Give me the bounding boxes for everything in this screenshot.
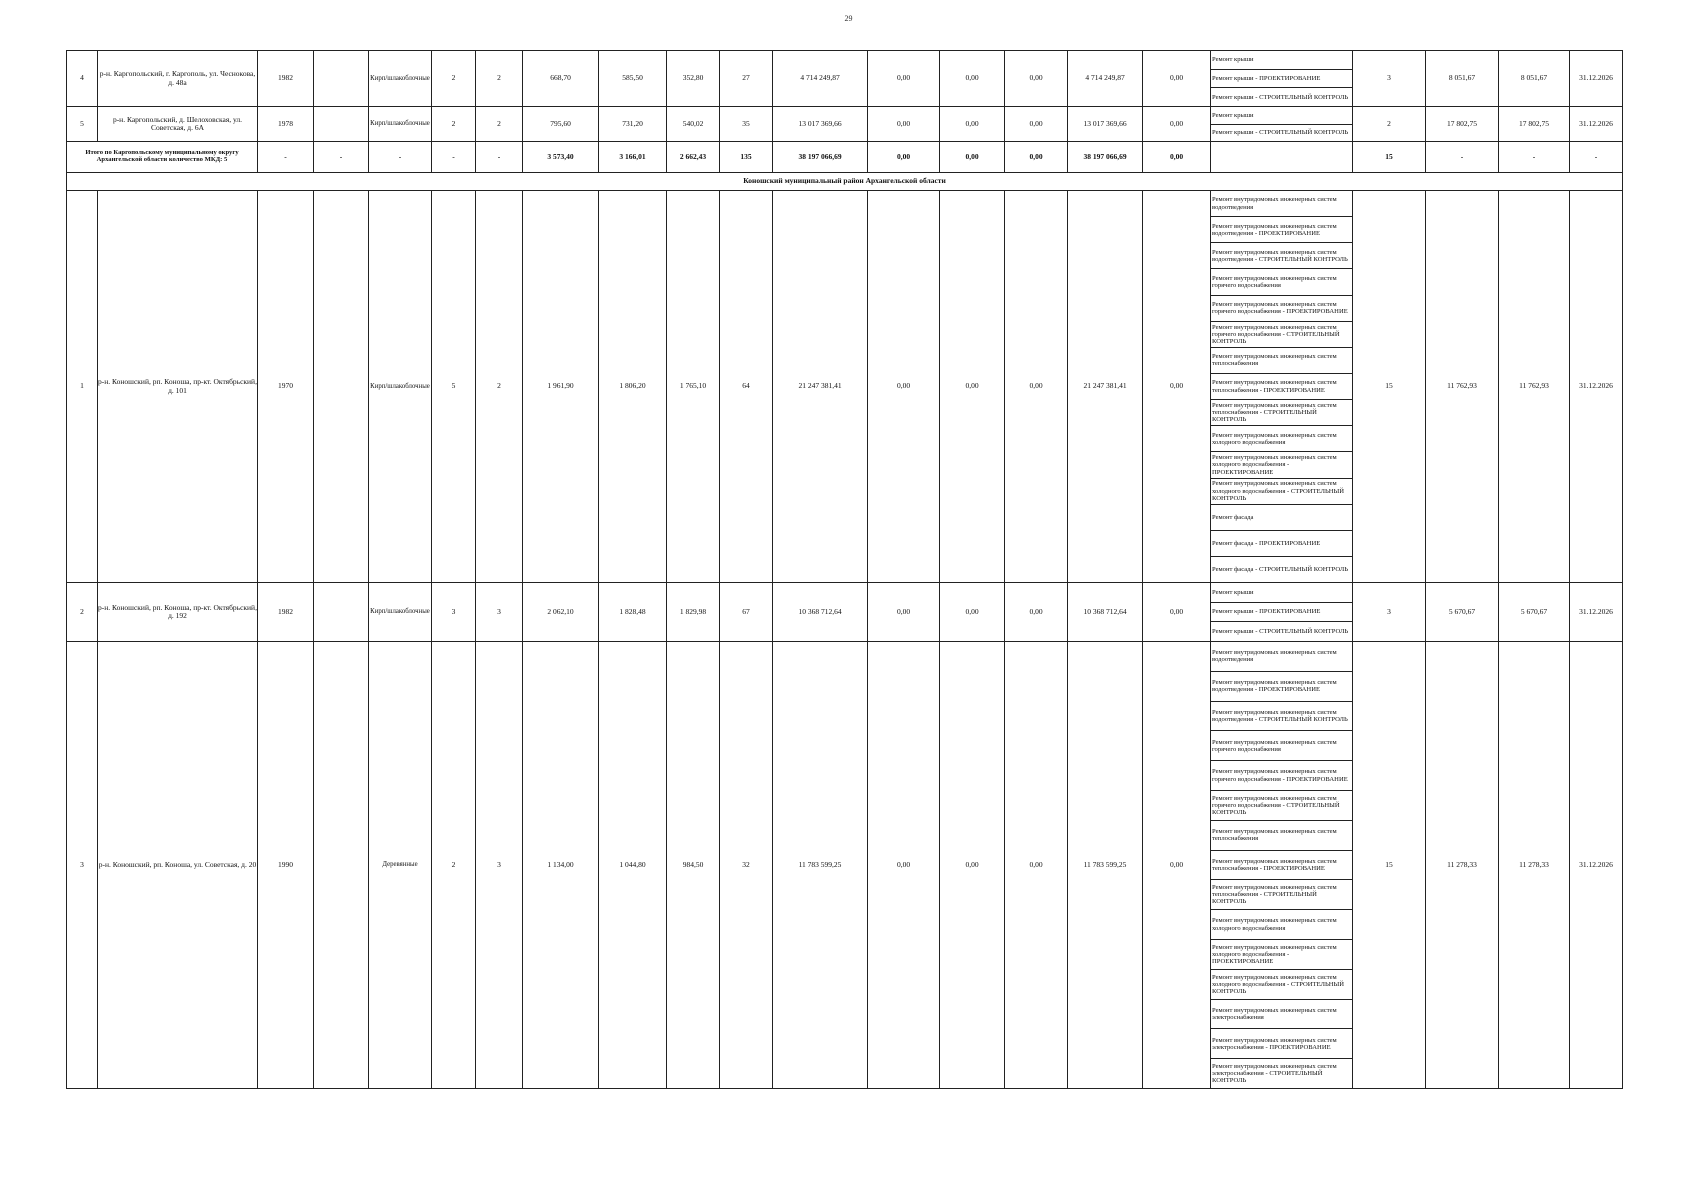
deadline-cell: 31.12.2026 bbox=[1570, 51, 1623, 107]
total-cell: - bbox=[369, 142, 432, 173]
fund-cell: 0,00 bbox=[940, 642, 1005, 1089]
work-item: Ремонт крыши - ПРОЕКТИРОВАНИЕ bbox=[1211, 70, 1352, 89]
work-item: Ремонт внутридомовых инженерных систем холодного водоснабжения bbox=[1211, 910, 1352, 940]
work-item: Ремонт внутридомовых инженерных систем электроснабжения - СТРОИТЕЛЬНЫЙ КОНТРОЛЬ bbox=[1212, 1062, 1337, 1085]
year-cell: 1982 bbox=[258, 51, 314, 107]
floors-cell: 2 bbox=[432, 51, 476, 107]
works-count-cell: 15 bbox=[1353, 642, 1426, 1089]
table-row bbox=[67, 642, 1623, 1089]
total-fund: 38 197 066,69 bbox=[1068, 142, 1143, 173]
work-item: Ремонт внутридомовых инженерных систем теплоснабжения - ПРОЕКТИРОВАНИЕ bbox=[1211, 851, 1352, 881]
area-living-cell: 352,80 bbox=[667, 51, 720, 107]
fund-cell: 0,00 bbox=[1005, 642, 1068, 1089]
work-item: Ремонт внутридомовых инженерных систем электроснабжения - ПРОЕКТИРОВАНИЕ bbox=[1211, 1029, 1352, 1059]
area-total-cell: 1 961,90 bbox=[523, 191, 599, 583]
work-item: Ремонт фасада - ПРОЕКТИРОВАНИЕ bbox=[1211, 531, 1352, 557]
total-cell: - bbox=[314, 142, 369, 173]
table-row bbox=[67, 107, 1623, 142]
work-item: Ремонт внутридомовых инженерных систем горячего водоснабжения - ПРОЕКТИРОВАНИЕ bbox=[1211, 296, 1352, 322]
unit-cost-cell: 11 762,93 bbox=[1426, 191, 1499, 583]
region-header: Коношский муниципальный район Архангельской области bbox=[67, 173, 1623, 191]
floors-cell: 3 bbox=[432, 583, 476, 642]
total-fund: 0,00 bbox=[868, 142, 940, 173]
residents-cell: 64 bbox=[720, 191, 773, 583]
total-area: 3 573,40 bbox=[523, 142, 599, 173]
fund-cell: 0,00 bbox=[1005, 583, 1068, 642]
area-total-cell: 2 062,10 bbox=[523, 583, 599, 642]
work-item: Ремонт внутридомовых инженерных систем горячего водоснабжения - СТРОИТЕЛЬНЫЙ КОНТРОЛЬ bbox=[1211, 791, 1352, 821]
area-living-cell: 1 765,10 bbox=[667, 191, 720, 583]
work-item: Ремонт крыши bbox=[1211, 51, 1352, 70]
fund-cell: 0,00 bbox=[868, 642, 940, 1089]
unit-limit-cell: 17 802,75 bbox=[1499, 107, 1570, 142]
page-number: 29 bbox=[844, 14, 853, 23]
area-premises-cell: 1 828,48 bbox=[599, 583, 667, 642]
unit-cost-cell: 17 802,75 bbox=[1426, 107, 1499, 142]
total-fund: 0,00 bbox=[940, 142, 1005, 173]
deadline-cell: 31.12.2026 bbox=[1570, 191, 1623, 583]
works-count-cell: 3 bbox=[1353, 583, 1426, 642]
empty-cell bbox=[314, 51, 369, 107]
work-item: Ремонт крыши - СТРОИТЕЛЬНЫЙ КОНТРОЛЬ bbox=[1212, 129, 1349, 137]
wall-material-cell: Кирп/шлакоблочные bbox=[369, 107, 432, 142]
work-item: Ремонт внутридомовых инженерных систем горячего водоснабжения - ПРОЕКТИРОВАНИЕ bbox=[1211, 761, 1352, 791]
area-total-cell: 795,60 bbox=[523, 107, 599, 142]
fund-cell: 11 783 599,25 bbox=[1068, 642, 1143, 1089]
fund-cell: 0,00 bbox=[1143, 191, 1211, 583]
fund-cell: 0,00 bbox=[940, 191, 1005, 583]
total-cost: 38 197 066,69 bbox=[773, 142, 868, 173]
total-residents: 135 bbox=[720, 142, 773, 173]
table-row bbox=[67, 583, 1623, 642]
total-label: Итого по Каргопольскому муниципальному округу Архангельской области количество МКД: 5 bbox=[67, 142, 258, 173]
fund-cell: 13 017 369,66 bbox=[1068, 107, 1143, 142]
address-cell: р-н. Каргопольский, д. Шелоховская, ул. Советская, д. 6А bbox=[98, 107, 258, 142]
fund-cell: 0,00 bbox=[1143, 51, 1211, 107]
area-premises-cell: 1 806,20 bbox=[599, 191, 667, 583]
unit-cost-cell: 5 670,67 bbox=[1426, 583, 1499, 642]
works-count-cell: 3 bbox=[1353, 51, 1426, 107]
work-item: Ремонт внутридомовых инженерных систем водоотведения bbox=[1211, 191, 1352, 217]
fund-cell: 21 247 381,41 bbox=[1068, 191, 1143, 583]
total-area-premises: 3 166,01 bbox=[599, 142, 667, 173]
empty-cell bbox=[314, 642, 369, 1089]
works-cell bbox=[1211, 107, 1353, 142]
fund-cell: 10 368 712,64 bbox=[1068, 583, 1143, 642]
table-row bbox=[67, 191, 1623, 583]
work-item: Ремонт фасада - СТРОИТЕЛЬНЫЙ КОНТРОЛЬ bbox=[1212, 565, 1349, 573]
year-cell: 1970 bbox=[258, 191, 314, 583]
deadline-cell: 31.12.2026 bbox=[1570, 583, 1623, 642]
fund-cell: 0,00 bbox=[1005, 107, 1068, 142]
fund-cell: 0,00 bbox=[868, 191, 940, 583]
fund-cell: 0,00 bbox=[940, 583, 1005, 642]
cost-total-cell: 11 783 599,25 bbox=[773, 642, 868, 1089]
row-number: 3 bbox=[67, 642, 98, 1089]
floors-cell: 5 bbox=[432, 191, 476, 583]
address-cell: р-н. Коношский, рп. Коноша, ул. Советская, д. 20 bbox=[98, 642, 258, 1089]
work-item: Ремонт внутридомовых инженерных систем холодного водоснабжения bbox=[1211, 426, 1352, 452]
area-living-cell: 1 829,98 bbox=[667, 583, 720, 642]
cost-total-cell: 13 017 369,66 bbox=[773, 107, 868, 142]
works-list bbox=[1211, 107, 1352, 141]
cost-total-cell: 4 714 249,87 bbox=[773, 51, 868, 107]
empty-cell bbox=[314, 191, 369, 583]
total-cell: - bbox=[1499, 142, 1570, 173]
work-item: Ремонт внутридомовых инженерных систем водоотведения - ПРОЕКТИРОВАНИЕ bbox=[1211, 672, 1352, 702]
address-cell: р-н. Коношский, рп. Коноша, пр-кт. Октябрьский, д. 192 bbox=[98, 583, 258, 642]
fund-cell: 0,00 bbox=[868, 107, 940, 142]
wall-material-cell: Кирп/шлакоблочные bbox=[369, 583, 432, 642]
table-row bbox=[67, 51, 1623, 107]
total-works-count: 15 bbox=[1353, 142, 1426, 173]
wall-material-cell: Деревянные bbox=[369, 642, 432, 1089]
row-number: 4 bbox=[67, 51, 98, 107]
region-header-row bbox=[67, 173, 1623, 191]
works-cell bbox=[1211, 51, 1353, 107]
total-cell: - bbox=[1570, 142, 1623, 173]
total-cell: - bbox=[258, 142, 314, 173]
capital-repair-register-table bbox=[66, 50, 1623, 1089]
fund-cell: 0,00 bbox=[1143, 642, 1211, 1089]
area-living-cell: 984,50 bbox=[667, 642, 720, 1089]
unit-limit-cell: 11 278,33 bbox=[1499, 642, 1570, 1089]
work-item: Ремонт внутридомовых инженерных систем теплоснабжения bbox=[1211, 821, 1352, 851]
work-item: Ремонт крыши - СТРОИТЕЛЬНЫЙ КОНТРОЛЬ bbox=[1212, 628, 1349, 636]
empty-cell bbox=[314, 583, 369, 642]
work-item: Ремонт внутридомовых инженерных систем холодного водоснабжения - СТРОИТЕЛЬНЫЙ КОНТРОЛЬ bbox=[1211, 970, 1352, 1000]
work-item: Ремонт внутридомовых инженерных систем теплоснабжения - ПРОЕКТИРОВАНИЕ bbox=[1211, 374, 1352, 400]
work-item: Ремонт внутридомовых инженерных систем холодного водоснабжения - СТРОИТЕЛЬНЫЙ КОНТРОЛЬ bbox=[1211, 479, 1352, 505]
works-cell bbox=[1211, 583, 1353, 642]
work-item: Ремонт крыши bbox=[1211, 107, 1352, 125]
works-list bbox=[1211, 51, 1352, 106]
work-item: Ремонт внутридомовых инженерных систем горячего водоснабжения bbox=[1211, 269, 1352, 295]
entrances-cell: 2 bbox=[476, 51, 523, 107]
work-item: Ремонт крыши - ПРОЕКТИРОВАНИЕ bbox=[1211, 603, 1352, 623]
area-premises-cell: 1 044,80 bbox=[599, 642, 667, 1089]
work-item: Ремонт внутридомовых инженерных систем водоотведения bbox=[1211, 642, 1352, 672]
wall-material-cell: Кирп/шлакоблочные bbox=[369, 191, 432, 583]
lower-rows-body bbox=[67, 191, 1623, 1089]
total-fund: 0,00 bbox=[1143, 142, 1211, 173]
work-item: Ремонт внутридомовых инженерных систем водоотведения - СТРОИТЕЛЬНЫЙ КОНТРОЛЬ bbox=[1211, 243, 1352, 269]
unit-limit-cell: 8 051,67 bbox=[1499, 51, 1570, 107]
empty-cell bbox=[314, 107, 369, 142]
wall-material-cell: Кирп/шлакоблочные bbox=[369, 51, 432, 107]
work-item: Ремонт фасада bbox=[1211, 505, 1352, 531]
unit-limit-cell: 11 762,93 bbox=[1499, 191, 1570, 583]
area-living-cell: 540,02 bbox=[667, 107, 720, 142]
work-item: Ремонт внутридомовых инженерных систем теплоснабжения bbox=[1211, 348, 1352, 374]
fund-cell: 0,00 bbox=[1005, 191, 1068, 583]
fund-cell: 0,00 bbox=[1005, 51, 1068, 107]
unit-cost-cell: 11 278,33 bbox=[1426, 642, 1499, 1089]
fund-cell: 0,00 bbox=[1143, 583, 1211, 642]
total-row bbox=[67, 142, 1623, 173]
floors-cell: 2 bbox=[432, 642, 476, 1089]
area-premises-cell: 585,50 bbox=[599, 51, 667, 107]
work-item: Ремонт внутридомовых инженерных систем горячего водоснабжения bbox=[1211, 731, 1352, 761]
upper-rows-body bbox=[67, 51, 1623, 142]
address-cell: р-н. Каргопольский, г. Каргополь, ул. Чеснокова, д. 48а bbox=[98, 51, 258, 107]
entrances-cell: 2 bbox=[476, 107, 523, 142]
area-premises-cell: 731,20 bbox=[599, 107, 667, 142]
fund-cell: 0,00 bbox=[940, 107, 1005, 142]
fund-cell: 0,00 bbox=[940, 51, 1005, 107]
works-list bbox=[1211, 191, 1352, 582]
work-item: Ремонт внутридомовых инженерных систем холодного водоснабжения - ПРОЕКТИРОВАНИЕ bbox=[1211, 940, 1352, 970]
work-item: Ремонт внутридомовых инженерных систем холодного водоснабжения - ПРОЕКТИРОВАНИЕ bbox=[1211, 452, 1352, 478]
year-cell: 1982 bbox=[258, 583, 314, 642]
fund-cell: 0,00 bbox=[868, 51, 940, 107]
row-number: 5 bbox=[67, 107, 98, 142]
floors-cell: 2 bbox=[432, 107, 476, 142]
work-item: Ремонт внутридомовых инженерных систем теплоснабжения - СТРОИТЕЛЬНЫЙ КОНТРОЛЬ bbox=[1211, 400, 1352, 426]
total-works-empty bbox=[1211, 142, 1353, 173]
works-cell bbox=[1211, 191, 1353, 583]
residents-cell: 35 bbox=[720, 107, 773, 142]
residents-cell: 67 bbox=[720, 583, 773, 642]
work-item: Ремонт внутридомовых инженерных систем электроснабжения bbox=[1211, 1000, 1352, 1030]
row-number: 1 bbox=[67, 191, 98, 583]
works-count-cell: 15 bbox=[1353, 191, 1426, 583]
address-cell: р-н. Коношский, рп. Коноша, пр-кт. Октябрьский, д. 101 bbox=[98, 191, 258, 583]
fund-cell: 0,00 bbox=[1143, 107, 1211, 142]
entrances-cell: 3 bbox=[476, 583, 523, 642]
unit-limit-cell: 5 670,67 bbox=[1499, 583, 1570, 642]
total-area-living: 2 662,43 bbox=[667, 142, 720, 173]
works-count-cell: 2 bbox=[1353, 107, 1426, 142]
total-fund: 0,00 bbox=[1005, 142, 1068, 173]
area-total-cell: 668,70 bbox=[523, 51, 599, 107]
total-cell: - bbox=[1426, 142, 1499, 173]
cost-total-cell: 21 247 381,41 bbox=[773, 191, 868, 583]
works-list bbox=[1211, 642, 1352, 1088]
work-item: Ремонт внутридомовых инженерных систем водоотведения - СТРОИТЕЛЬНЫЙ КОНТРОЛЬ bbox=[1211, 702, 1352, 732]
work-item: Ремонт внутридомовых инженерных систем водоотведения - ПРОЕКТИРОВАНИЕ bbox=[1211, 217, 1352, 243]
area-total-cell: 1 134,00 bbox=[523, 642, 599, 1089]
works-cell bbox=[1211, 642, 1353, 1089]
total-cell: - bbox=[432, 142, 476, 173]
residents-cell: 27 bbox=[720, 51, 773, 107]
work-item: Ремонт внутридомовых инженерных систем горячего водоснабжения - СТРОИТЕЛЬНЫЙ КОНТРОЛЬ bbox=[1211, 322, 1352, 348]
entrances-cell: 3 bbox=[476, 642, 523, 1089]
work-item: Ремонт крыши - СТРОИТЕЛЬНЫЙ КОНТРОЛЬ bbox=[1212, 93, 1349, 101]
cost-total-cell: 10 368 712,64 bbox=[773, 583, 868, 642]
fund-cell: 4 714 249,87 bbox=[1068, 51, 1143, 107]
entrances-cell: 2 bbox=[476, 191, 523, 583]
total-cell: - bbox=[476, 142, 523, 173]
fund-cell: 0,00 bbox=[868, 583, 940, 642]
row-number: 2 bbox=[67, 583, 98, 642]
residents-cell: 32 bbox=[720, 642, 773, 1089]
works-list bbox=[1211, 583, 1352, 641]
work-item: Ремонт внутридомовых инженерных систем теплоснабжения - СТРОИТЕЛЬНЫЙ КОНТРОЛЬ bbox=[1211, 880, 1352, 910]
work-item: Ремонт крыши bbox=[1211, 583, 1352, 603]
deadline-cell: 31.12.2026 bbox=[1570, 642, 1623, 1089]
unit-cost-cell: 8 051,67 bbox=[1426, 51, 1499, 107]
year-cell: 1990 bbox=[258, 642, 314, 1089]
year-cell: 1978 bbox=[258, 107, 314, 142]
deadline-cell: 31.12.2026 bbox=[1570, 107, 1623, 142]
